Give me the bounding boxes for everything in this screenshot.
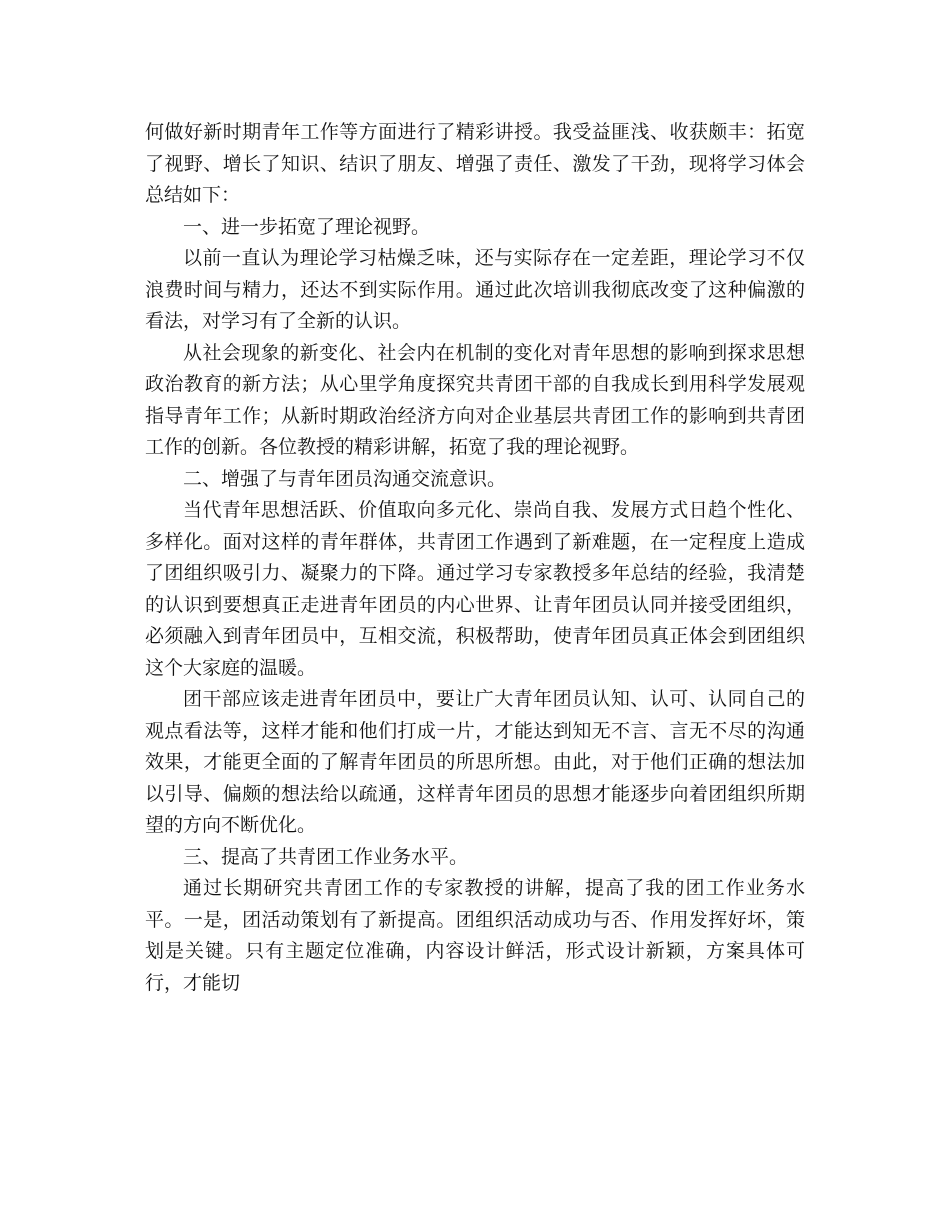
document-body — [145, 117, 805, 999]
paragraph: 以前一直认为理论学习枯燥乏味，还与实际存在一定差距，理论学习不仅浪费时间与精力，还达不到实际作用。通过此次培训我彻底改变了这种偏激的看法，对学习有了全新的认识。 — [145, 247, 805, 332]
paragraph: 团干部应该走进青年团员中，要让广大青年团员认知、认可、认同自己的观点看法等，这样才能和他们打成一片，才能达到知无不言、言无不尽的沟通效果，才能更全面的了解青年团员的所思所想。由此，对于他们正确的想法加以引导、偏颇的想法给以疏通，这样青年团员的思想才能逐步向着团组织所期望的方向不断优化。 — [145, 688, 805, 836]
section-heading-1: 一、进一步拓宽了理论视野。 — [183, 215, 431, 238]
paragraph-intro-continued: 何做好新时期青年工作等方面进行了精彩讲授。我受益匪浅、收获颇丰：拓宽了视野、增长了知识、结识了朋友、增强了责任、激发了干劲，现将学习体会总结如下： — [145, 121, 805, 206]
section-heading-2: 二、增强了与青年团员沟通交流意识。 — [183, 467, 507, 490]
paragraph: 通过长期研究共青团工作的专家教授的讲解，提高了我的团工作业务水平。一是，团活动策划有了新提高。团组织活动成功与否、作用发挥好坏，策划是关键。只有主题定位准确，内容设计鲜活，形式设计新颖，方案具体可行，才能切 — [145, 877, 805, 994]
paragraph: 当代青年思想活跃、价值取向多元化、崇尚自我、发展方式日趋个性化、多样化。面对这样的青年群体，共青团工作遇到了新难题，在一定程度上造成了团组织吸引力、凝聚力的下降。通过学习专家教授多年总结的经验，我清楚的认识到要想真正走进青年团员的内心世界、让青年团员认同并接受团组织，必须融入到青年团员中，互相交流，积极帮助，使青年团员真正体会到团组织这个大家庭的温暖。 — [145, 499, 805, 679]
paragraph: 从社会现象的新变化、社会内在机制的变化对青年思想的影响到探求思想政治教育的新方法；从心里学角度探究共青团干部的自我成长到用科学发展观指导青年工作；从新时期政治经济方向对企业基层共青团工作的影响到共青团工作的创新。各位教授的精彩讲解，拓宽了我的理论视野。 — [145, 341, 805, 458]
section-heading-3: 三、提高了共青团工作业务水平。 — [183, 845, 469, 868]
